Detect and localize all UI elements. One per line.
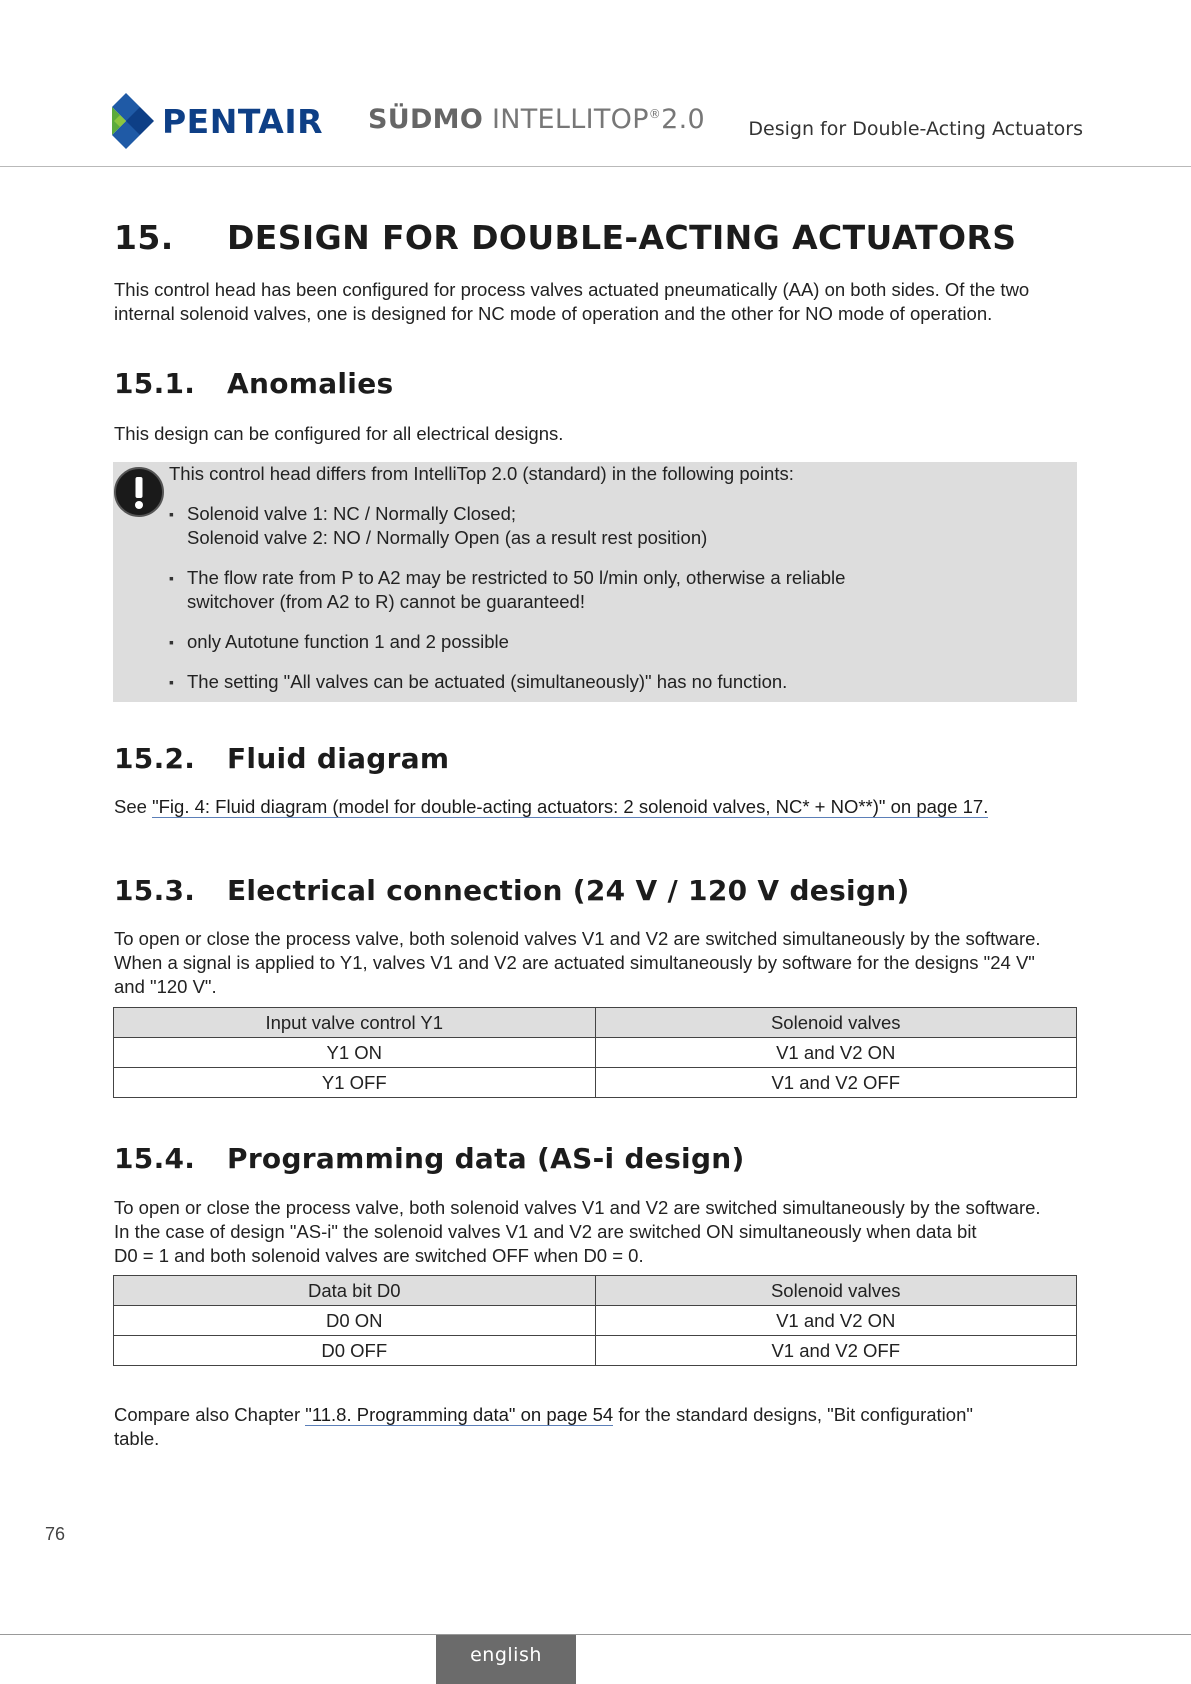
pentair-logo (110, 92, 323, 150)
body-line: When a signal is applied to Y1, valves V1 and V2 are actuated simultaneously by software for the designs "24 V" (114, 952, 1035, 973)
electrical-connection-table (113, 1007, 1077, 1098)
list-item (169, 502, 1059, 550)
list-item (169, 566, 1059, 614)
list-item (169, 630, 1059, 654)
fluid-diagram-link[interactable]: "Fig. 4: Fluid diagram (model for double-acting actuators: 2 solenoid valves, NC* + NO**)" on page 17. (152, 796, 989, 817)
list-item-line: switchover (from A2 to R) cannot be guaranteed! (187, 591, 585, 612)
notice-content (169, 462, 1059, 710)
body-line: In the case of design "AS-i" the solenoid valves V1 and V2 are switched ON simultaneously when data bit (114, 1221, 977, 1242)
table-cell: V1 and V2 OFF (595, 1068, 1077, 1098)
compare-suffix: for the standard designs, "Bit configuration" (613, 1404, 973, 1425)
section-number: 15.4. (114, 1142, 196, 1175)
table-cell: Y1 OFF (114, 1068, 596, 1098)
table-row (114, 1068, 1077, 1098)
list-item-line: ▪ Solenoid valve 1: NC / Normally Closed; (187, 503, 517, 524)
compare-line (114, 1403, 1094, 1427)
section-number: 15.3. (114, 874, 196, 907)
footer-divider (0, 1634, 1191, 1635)
list-item-line: Solenoid valve 2: NO / Normally Open (as a result rest position) (187, 527, 708, 548)
body-line: D0 = 1 and both solenoid valves are switched OFF when D0 = 0. (114, 1245, 644, 1266)
list-item-line: ▪ The setting "All valves can be actuated (simultaneously)" has no function. (187, 671, 788, 692)
compare-note (114, 1403, 1094, 1451)
section-title: Electrical connection (24 V / 120 V design) (227, 874, 910, 907)
list-item-line: ▪ only Autotune function 1 and 2 possible (187, 631, 509, 652)
section-title: Programming data (AS-i design) (227, 1142, 745, 1175)
section-15-2-heading (114, 742, 1074, 778)
header-divider (0, 166, 1191, 167)
body-line: To open or close the process valve, both solenoid valves V1 and V2 are switched simultaneously by the software. (114, 928, 1041, 949)
table-header-row (114, 1276, 1077, 1306)
table-cell: V1 and V2 OFF (595, 1336, 1077, 1366)
registered-mark: ® (648, 107, 662, 121)
section-15-3-body (114, 927, 1094, 999)
section-15-body: This control head has been configured for process valves actuated pneumatically (AA) on both sides. Of the two internal solenoid valves, one is designed for NC mode of operation and the other for NO mode of operation. (114, 279, 1030, 324)
section-number: 15.2. (114, 742, 196, 775)
table-cell: D0 ON (114, 1306, 596, 1336)
compare-line: table. (114, 1428, 160, 1449)
list-item (169, 670, 1059, 694)
table-header: Data bit D0 (114, 1276, 596, 1306)
table-header-row (114, 1008, 1077, 1038)
section-15-4-heading (114, 1142, 1074, 1178)
body-line: and "120 V". (114, 976, 217, 997)
programming-data-link[interactable]: "11.8. Programming data" on page 54 (305, 1404, 614, 1425)
section-title: Fluid diagram (227, 742, 450, 775)
page-number: 76 (45, 1524, 66, 1544)
section-15-heading (114, 218, 1074, 258)
pentair-mark-icon (110, 93, 156, 149)
table-cell: D0 OFF (114, 1336, 596, 1366)
header-section-title: Design for Double-Acting Actuators (748, 118, 1083, 140)
section-number: 15. (114, 218, 174, 257)
product-name (368, 104, 705, 135)
table-cell: V1 and V2 ON (595, 1306, 1077, 1336)
product-name-rest: INTELLITOP (483, 104, 649, 135)
list-item-line: ▪ The flow rate from P to A2 may be restricted to 50 l/min only, otherwise a reliable (187, 567, 846, 588)
brand-name: PENTAIR (162, 101, 324, 141)
table-cell: V1 and V2 ON (595, 1038, 1077, 1068)
table-header: Input valve control Y1 (114, 1008, 596, 1038)
compare-prefix: Compare also Chapter (114, 1404, 306, 1425)
language-tab[interactable]: english (436, 1635, 576, 1684)
section-15-3-heading (114, 874, 1074, 910)
product-name-bold: SÜDMO (368, 104, 484, 135)
table-header: Solenoid valves (595, 1276, 1077, 1306)
section-title: DESIGN FOR DOUBLE-ACTING ACTUATORS (227, 218, 1017, 257)
notice-list (169, 502, 1059, 694)
body-line: To open or close the process valve, both solenoid valves V1 and V2 are switched simultaneously by the software. (114, 1197, 1041, 1218)
table-header: Solenoid valves (595, 1008, 1077, 1038)
section-number: 15.1. (114, 367, 196, 400)
see-prefix: See (114, 796, 153, 817)
section-title: Anomalies (227, 367, 394, 400)
notice-intro: This control head differs from IntelliTop 2.0 (standard) in the following points: (169, 463, 794, 484)
table-row (114, 1306, 1077, 1336)
table-row (114, 1336, 1077, 1366)
section-15-1-body: This design can be configured for all electrical designs. (114, 423, 564, 444)
product-version: 2.0 (661, 104, 705, 135)
exclamation-icon (113, 466, 165, 523)
table-row (114, 1038, 1077, 1068)
section-15-2-body (114, 795, 1094, 819)
section-15-4-body (114, 1196, 1094, 1268)
section-15-1-heading (114, 367, 1074, 403)
programming-data-table (113, 1275, 1077, 1366)
table-cell: Y1 ON (114, 1038, 596, 1068)
